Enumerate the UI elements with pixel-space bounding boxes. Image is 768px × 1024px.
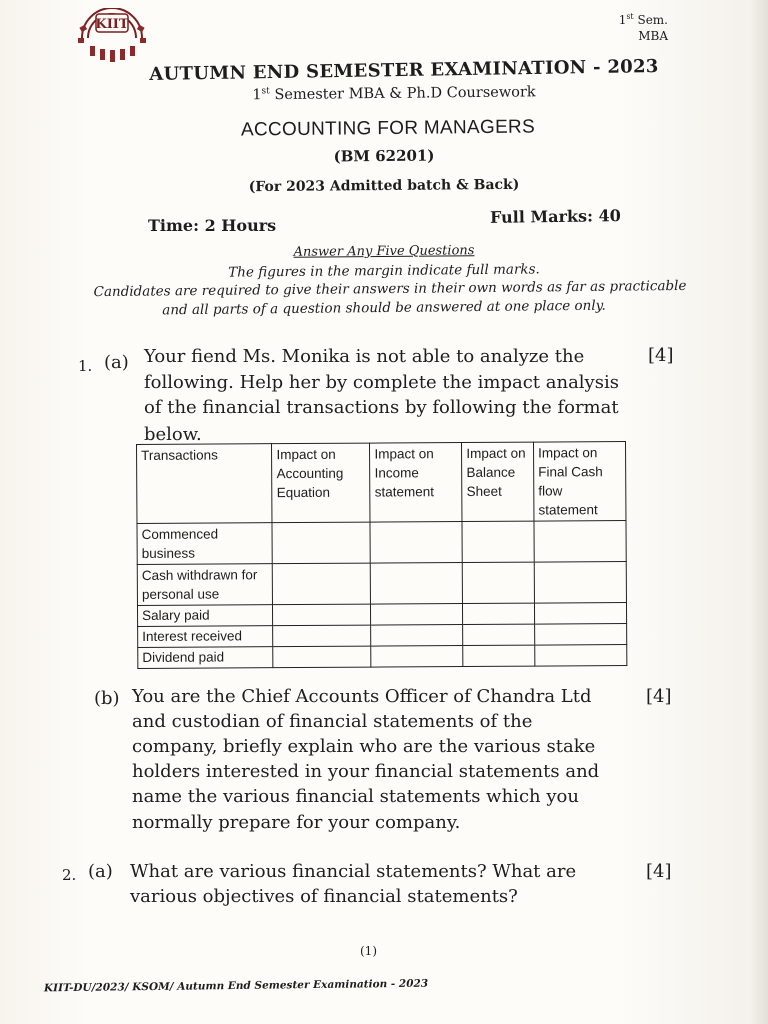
table-cell-transaction: Commenced business	[137, 523, 273, 565]
table-row	[137, 603, 626, 627]
course-title: ACCOUNTING FOR MANAGERS	[240, 116, 536, 141]
program-label: MBA	[638, 29, 668, 43]
question-2a-line-2: various objectives of financial statements?	[130, 886, 518, 907]
table-row	[137, 521, 626, 565]
subtitle-num: 1	[252, 87, 262, 104]
question-1a-label: (a)	[104, 352, 129, 373]
subtitle-sup: st	[261, 86, 270, 97]
question-1b-line-1: You are the Chief Accounts Officer of Chandra Ltd	[132, 686, 592, 707]
full-marks: Full Marks: 40	[489, 206, 621, 227]
sem-sup: st	[626, 12, 634, 21]
table-cell	[462, 521, 534, 562]
table-cell	[273, 563, 371, 605]
table-cell-transaction: Interest received	[138, 626, 274, 648]
question-2a-label: (a)	[88, 861, 113, 882]
page-number: (1)	[360, 944, 377, 958]
table-cell	[463, 603, 535, 624]
instruction-line-1: The figures in the margin indicate full marks.	[228, 261, 540, 281]
question-1a-line-3: of the financial transactions by following the format	[144, 397, 619, 418]
impact-analysis-table	[136, 441, 627, 669]
table-cell	[463, 562, 535, 603]
logo-lettering: KIIT	[95, 17, 129, 32]
exam-title: AUTUMN END SEMESTER EXAMINATION - 2023	[149, 56, 659, 85]
footer-code: KIIT-DU/2023/ KSOM/ Autumn End Semester Examination - 2023	[43, 977, 429, 995]
table-cell	[371, 563, 463, 605]
table-cell	[272, 522, 370, 564]
question-2a-marks: [4]	[646, 861, 672, 882]
question-1b-line-6: normally prepare for your company.	[132, 812, 461, 833]
table-cell	[463, 645, 535, 666]
table-header: Impact on Income statement	[370, 443, 462, 523]
course-code: (BM 62201)	[333, 146, 435, 166]
question-1b-label: (b)	[94, 688, 120, 709]
semester-tag	[616, 9, 668, 44]
table-header-row	[137, 442, 626, 524]
table-header: Impact on Balance Sheet	[462, 442, 534, 521]
table-cell	[535, 624, 627, 646]
table-cell	[371, 604, 463, 626]
exam-time: Time: 2 Hours	[148, 216, 277, 235]
table-cell	[273, 625, 371, 647]
table-header: Impact on Accounting Equation	[272, 443, 370, 523]
table-cell	[273, 604, 371, 626]
table-cell	[371, 625, 463, 647]
table-row	[138, 624, 627, 648]
question-1b-line-4: holders interested in your financial statements and	[132, 761, 600, 782]
question-1b-line-5: name the various financial statements which you	[132, 786, 579, 807]
table-cell	[463, 624, 535, 645]
table-header: Impact on Final Cash flow statement	[534, 442, 626, 522]
question-1-number: 1.	[78, 357, 93, 375]
table-cell	[273, 646, 371, 668]
table-header: Transactions	[137, 444, 273, 524]
question-1b-marks: [4]	[646, 686, 672, 707]
table-row	[138, 645, 627, 669]
question-1a-line-1: Your fiend Ms. Monika is not able to analyze the	[144, 346, 585, 367]
kiit-logo-icon	[72, 8, 152, 64]
sem-word: Sem.	[633, 13, 668, 27]
question-2-number: 2.	[62, 866, 77, 884]
subtitle-rest: Semester MBA & Ph.D Coursework	[269, 84, 536, 104]
question-2a-line-1: What are various financial statements? What are	[130, 861, 577, 882]
question-1b-line-3: company, briefly explain who are the various stake	[132, 736, 596, 757]
sem-number: 1	[618, 13, 627, 27]
instructions-heading: Answer Any Five Questions	[293, 243, 475, 260]
table-cell	[534, 562, 626, 604]
table-cell	[370, 522, 462, 564]
table-row	[137, 562, 626, 606]
table-cell	[535, 645, 627, 667]
table-cell	[534, 521, 626, 563]
question-1b-line-2: and custodian of financial statements of the	[132, 711, 533, 732]
table-cell-transaction: Cash withdrawn for personal use	[137, 564, 273, 606]
table-cell	[535, 603, 627, 625]
question-1a-marks: [4]	[648, 345, 674, 366]
question-1a-line-2: following. Help her by complete the impact analysis	[144, 372, 619, 393]
question-1a-line-4: below.	[144, 424, 202, 445]
table-cell-transaction: Salary paid	[137, 605, 273, 627]
table-cell	[371, 646, 463, 668]
instruction-line-2: Candidates are required to give their answers in their own words as far as practicable	[93, 277, 687, 301]
instruction-line-3: and all parts of a question should be answered at one place only.	[162, 297, 606, 319]
batch-note: (For 2023 Admitted batch & Back)	[248, 176, 520, 196]
table-cell-transaction: Dividend paid	[138, 647, 274, 669]
